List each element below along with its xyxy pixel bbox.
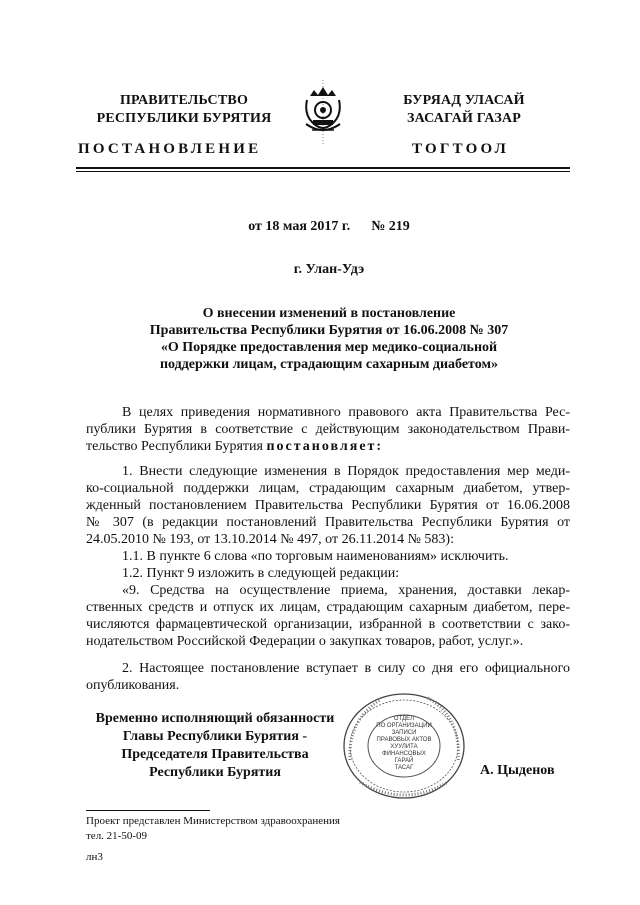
header-left-line2: РЕСПУБЛИКИ БУРЯТИЯ xyxy=(96,111,272,126)
p2-line1: 2. Настоящее постановление вступает в силу со дня его официального xyxy=(122,661,570,676)
title-line3: «О Порядке предоставления мер медико-социальной xyxy=(160,340,498,355)
p1-line5: 24.05.2010 № 193, от 13.10.2014 № 497, от 26.11.2014 № 583): xyxy=(86,532,454,547)
paragraph-2 xyxy=(86,660,570,694)
p9-line1: «9. Средства на осуществление приема, хранения, доставки лекар- xyxy=(122,583,570,598)
header-left-line1: ПРАВИТЕЛЬСТВО xyxy=(119,93,249,108)
signature-title xyxy=(78,710,352,782)
signature-line1: Временно исполняющий обязанности xyxy=(95,711,335,726)
title-line4: поддержки лицам, страдающим сахарным диабетом» xyxy=(159,357,499,372)
header-right xyxy=(362,92,566,128)
stamp-line8: ТАСАГ xyxy=(394,765,414,771)
stamp-line6: ФИНАНСОВЫХ xyxy=(382,751,426,757)
footer-note xyxy=(86,814,340,844)
title-line2: Правительства Республики Бурятия от 16.06.2008 № 307 xyxy=(149,323,509,338)
p1-1-line: 1.1. В пункте 6 слова «по торговым наименованиям» исключить. xyxy=(122,549,509,564)
p1-2-line: 1.2. Пункт 9 изложить в следующей редакции: xyxy=(122,566,400,581)
doc-date-line xyxy=(0,219,640,235)
intro-paragraph xyxy=(86,404,570,455)
p1-line1: 1. Внести следующие изменения в Порядок предоставления мер меди- xyxy=(122,464,570,479)
p1-line4: № 307 (в редакции постановлений Правительства Республики Бурятия от xyxy=(86,515,570,530)
paragraph-1 xyxy=(86,463,570,650)
p1-line3: жденный постановлением Правительства Республики Бурятия от 16.06.2008 xyxy=(86,498,570,513)
title-line1: О внесении изменений в постановление xyxy=(202,306,456,321)
intro-line3a: тельство Республики Бурятия xyxy=(86,439,263,454)
doc-city: г. Улан-Удэ xyxy=(293,262,365,277)
header-right-line2: ЗАСАГАЙ ГАЗАР xyxy=(406,111,521,126)
intro-line2: публики Бурятия в соответствие с действующим законодательством Прави- xyxy=(86,422,570,437)
intro-line1: В целях приведения нормативного правового акта Правительства Рес- xyxy=(122,405,570,420)
stamp-line5: ХУУЛИТА xyxy=(390,744,418,750)
p2-line2: опубликования. xyxy=(86,678,180,693)
footer-code: лн3 xyxy=(86,851,103,863)
intro-decree-word: постановляет: xyxy=(266,439,384,454)
doc-date: от 18 мая 2017 г. xyxy=(248,219,351,234)
header-left xyxy=(86,92,282,128)
p9-line2: ственных средств и отпуск их лицам, страдающим сахарным диабетом, пере- xyxy=(86,600,570,615)
footer-rule xyxy=(86,810,210,811)
footer-line2: тел. 21-50-09 xyxy=(86,830,148,842)
doc-type-left: ПОСТАНОВЛЕНИЕ xyxy=(78,141,262,157)
stamp-text xyxy=(370,716,438,772)
doc-number: № 219 xyxy=(371,219,410,234)
footer-line1: Проект представлен Министерством здравоохранения xyxy=(86,815,340,827)
signatory-name: А. Цыденов xyxy=(480,763,555,778)
coat-of-arms-emblem-icon xyxy=(298,80,348,144)
p1-line2: ко-социальной поддержки лицам, страдающим сахарным диабетом, утвер- xyxy=(86,481,570,496)
p9-line3: числяются фармацевтической организации, избранной в соответствии с зако- xyxy=(86,617,570,632)
header-rule-thin xyxy=(76,171,570,172)
stamp-line4: ПРАВОВЫХ АКТОВ xyxy=(376,737,432,743)
stamp-line2: ПО ОРГАНИЗАЦИИ xyxy=(376,723,432,729)
signature-line2: Главы Республики Бурятия - xyxy=(122,729,308,744)
signature-line3: Председателя Правительства xyxy=(121,747,309,762)
signature-line4: Республики Бурятия xyxy=(149,765,281,780)
header-rule-thick xyxy=(76,167,570,169)
p9-line4: нодательством Российской Федерации о закупках товаров, работ, услуг.». xyxy=(86,634,524,649)
stamp-line3: ЗАПИСИ xyxy=(391,730,417,736)
doc-title xyxy=(0,305,640,373)
intro-line3 xyxy=(86,438,570,455)
stamp-line7: ГАРАЙ xyxy=(394,758,414,764)
header-right-line1: БУРЯАД УЛАСАЙ xyxy=(403,93,525,108)
doc-type-right: ТОГТООЛ xyxy=(412,141,509,157)
stamp-line1: ОТДЕЛ xyxy=(393,716,415,722)
official-stamp xyxy=(340,690,468,802)
